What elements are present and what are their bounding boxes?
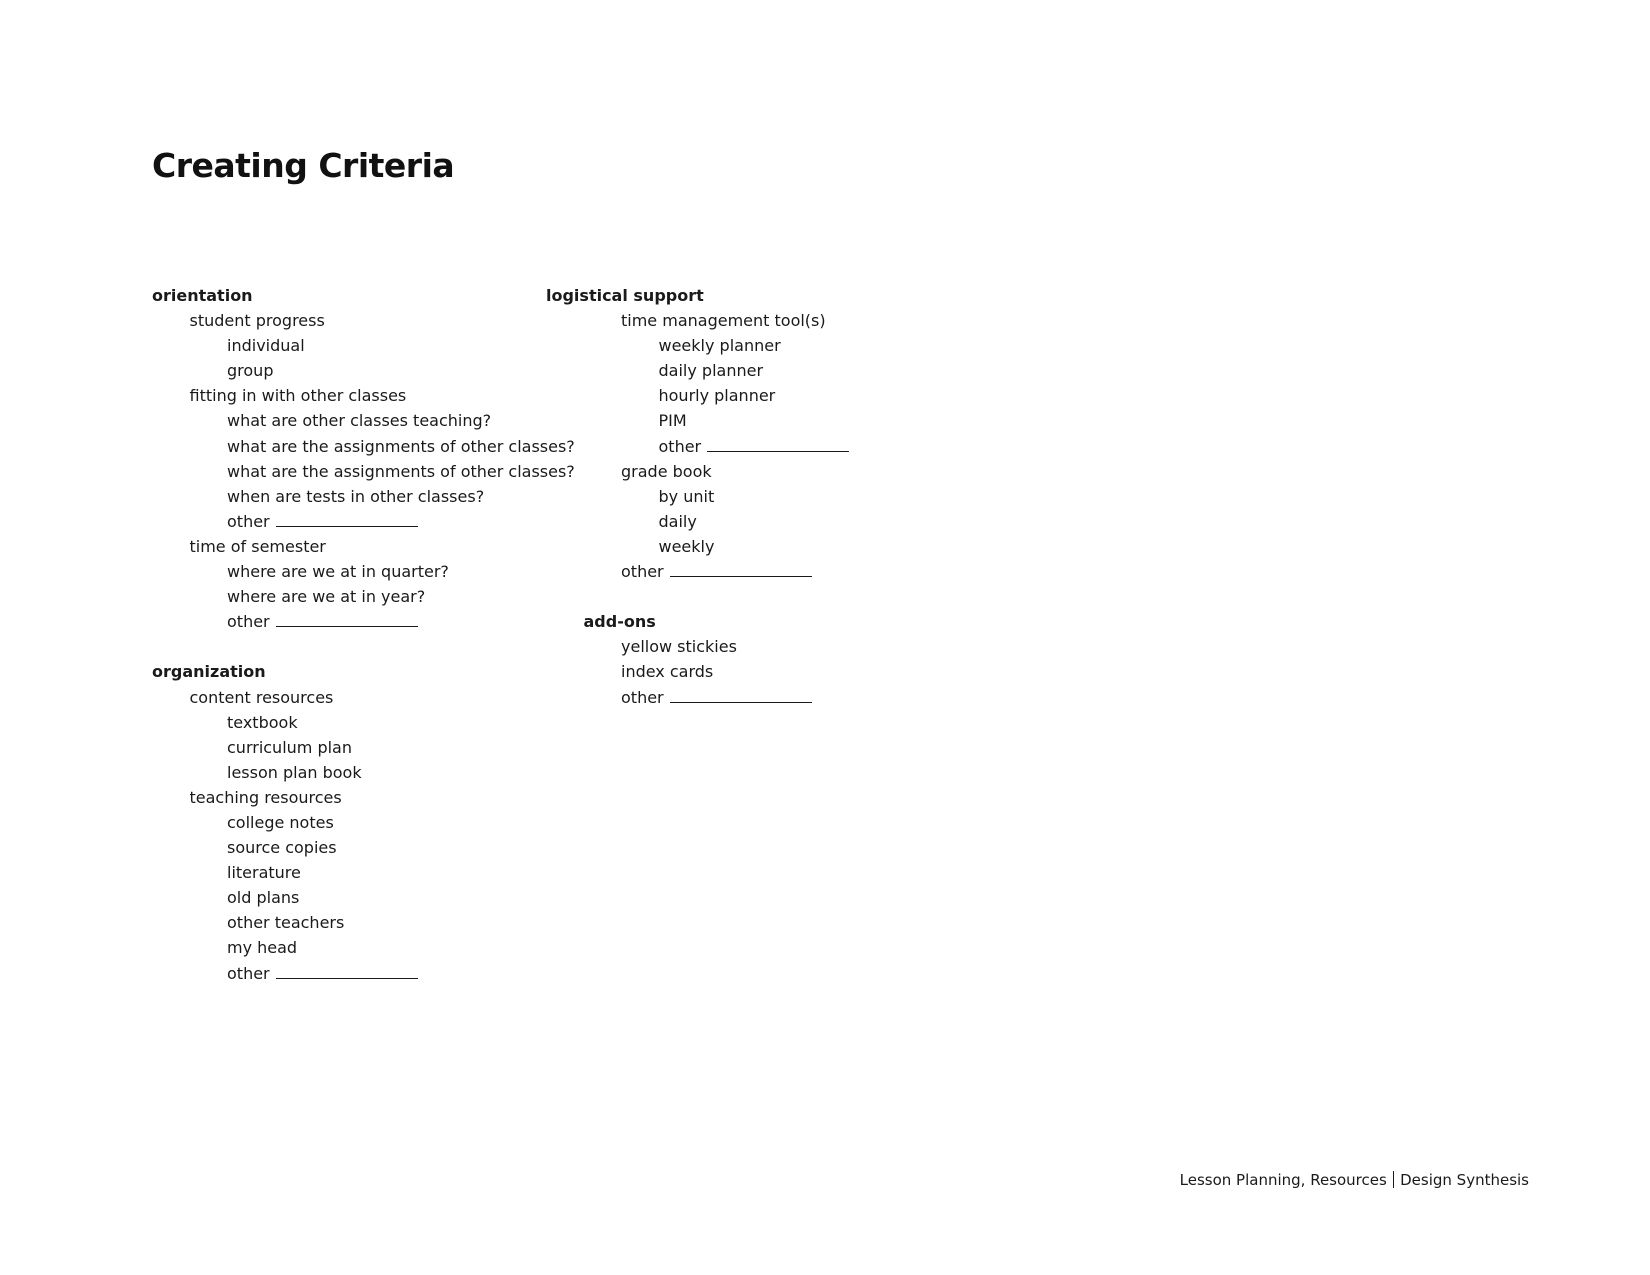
page-title: Creating Criteria [152, 146, 455, 185]
criteria-item-label: content resources [189, 687, 334, 707]
criteria-item-label: other [658, 436, 702, 456]
criteria-item-label: curriculum plan [227, 737, 352, 757]
criteria-item [546, 358, 849, 383]
criteria-column-right [546, 283, 849, 710]
spacer [546, 584, 849, 609]
section-heading [546, 283, 849, 308]
fill-in-blank [276, 610, 418, 627]
criteria-item-label: other [227, 511, 270, 531]
criteria-item-label: yellow stickies [621, 637, 737, 657]
criteria-item [546, 408, 849, 433]
criteria-item [546, 459, 849, 484]
criteria-item [152, 509, 575, 534]
criteria-item [152, 685, 575, 710]
criteria-item-label: student progress [189, 311, 325, 331]
criteria-item [546, 509, 849, 534]
section-heading-label: add-ons [583, 612, 656, 632]
criteria-item [546, 383, 849, 408]
section-heading [152, 659, 575, 684]
criteria-item-label: daily [658, 511, 697, 531]
criteria-item [152, 308, 575, 333]
criteria-item-label: what are the assignments of other classes? [227, 461, 575, 481]
criteria-item-label: textbook [227, 712, 298, 732]
criteria-item-label: time of semester [189, 536, 326, 556]
criteria-item [152, 835, 575, 860]
criteria-item [152, 885, 575, 910]
criteria-item [152, 383, 575, 408]
criteria-item-label: where are we at in quarter? [227, 562, 449, 582]
criteria-item [152, 358, 575, 383]
section-heading-label: organization [152, 662, 266, 682]
fill-in-blank [670, 560, 812, 577]
criteria-item [152, 534, 575, 559]
footer-document-label: Design Synthesis [1400, 1171, 1529, 1189]
criteria-item [152, 760, 575, 785]
criteria-item-label: what are the assignments of other classes? [227, 436, 575, 456]
section-heading-label: orientation [152, 286, 253, 305]
criteria-item-label: old plans [227, 888, 300, 908]
criteria-item [546, 659, 849, 684]
criteria-item-label: other [227, 963, 270, 983]
criteria-item-label: weekly [658, 536, 715, 556]
fill-in-blank [670, 686, 812, 703]
criteria-item [152, 408, 575, 433]
criteria-item [152, 710, 575, 735]
criteria-item-label: other teachers [227, 913, 345, 933]
criteria-item [546, 484, 849, 509]
criteria-item [152, 935, 575, 960]
criteria-item [546, 333, 849, 358]
criteria-item-label: fitting in with other classes [189, 386, 407, 406]
criteria-item [546, 434, 849, 459]
criteria-item [152, 910, 575, 935]
criteria-column-left [152, 283, 575, 986]
section-heading-label: logistical support [546, 286, 704, 305]
criteria-item [152, 810, 575, 835]
criteria-item [152, 333, 575, 358]
criteria-item [152, 459, 575, 484]
criteria-item [152, 735, 575, 760]
criteria-item [152, 785, 575, 810]
criteria-item [546, 534, 849, 559]
spacer [152, 634, 575, 659]
criteria-item-label: individual [227, 336, 305, 356]
page-footer [1180, 1171, 1529, 1189]
section-heading [152, 283, 575, 308]
criteria-item-label: group [227, 361, 274, 381]
criteria-item-label: weekly planner [658, 336, 781, 356]
criteria-item-label: my head [227, 938, 298, 958]
criteria-item [546, 634, 849, 659]
criteria-item-label: teaching resources [189, 787, 342, 807]
criteria-item-label: other [621, 687, 664, 707]
criteria-item [152, 584, 575, 609]
criteria-item [152, 860, 575, 885]
criteria-item [546, 685, 849, 710]
criteria-item-label: hourly planner [658, 386, 776, 406]
criteria-item-label: by unit [658, 486, 715, 506]
criteria-item-label: source copies [227, 838, 337, 858]
criteria-item-label: other [621, 562, 664, 582]
criteria-item [152, 609, 575, 634]
criteria-item-label: other [227, 612, 270, 632]
criteria-item-label: literature [227, 863, 301, 883]
criteria-item [152, 484, 575, 509]
fill-in-blank [276, 510, 418, 527]
criteria-item-label: index cards [621, 662, 714, 682]
criteria-item-label: lesson plan book [227, 762, 362, 782]
fill-in-blank [276, 962, 418, 979]
criteria-item [546, 308, 849, 333]
fill-in-blank [707, 435, 849, 452]
criteria-item [152, 961, 575, 986]
criteria-item-label: PIM [658, 411, 687, 431]
criteria-item-label: what are other classes teaching? [227, 411, 492, 431]
footer-section-label: Lesson Planning, Resources [1179, 1171, 1387, 1189]
criteria-item [152, 559, 575, 584]
footer-divider [1393, 1171, 1394, 1188]
criteria-item-label: when are tests in other classes? [227, 486, 485, 506]
criteria-item-label: college notes [227, 812, 334, 832]
section-heading [546, 609, 849, 634]
criteria-item [546, 559, 849, 584]
criteria-item-label: time management tool(s) [621, 311, 826, 331]
criteria-item-label: daily planner [658, 361, 764, 381]
criteria-item-label: where are we at in year? [227, 587, 426, 607]
criteria-item [152, 434, 575, 459]
criteria-item-label: grade book [621, 461, 712, 481]
